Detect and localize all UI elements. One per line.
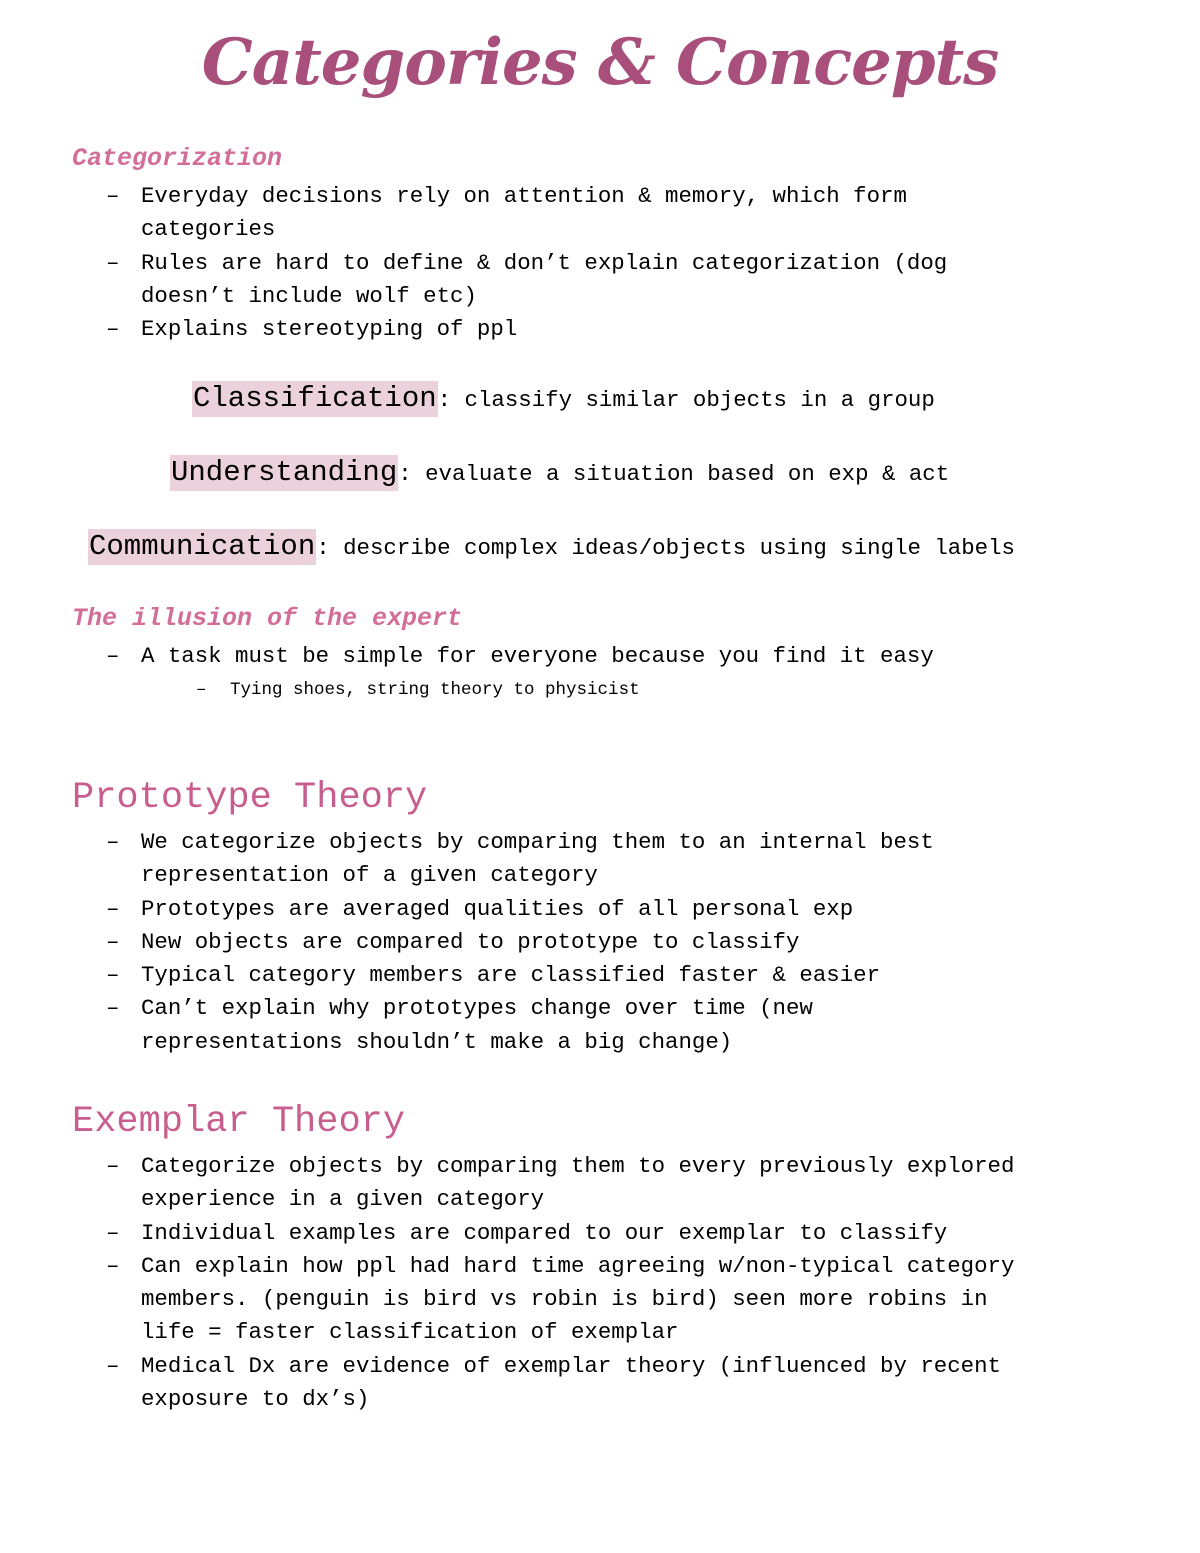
- list-item: [0, 247, 1141, 314]
- term-communication: Communication: [89, 530, 316, 563]
- list-item-line: – Individual examples are compared to our exemplar to classify: [141, 1219, 948, 1246]
- definition-understanding: [170, 455, 949, 492]
- list-item-line: exposure to dx’s): [141, 1386, 370, 1413]
- definition-text: : describe complex ideas/objects using single labels: [316, 535, 1015, 561]
- list-item-line: members. (penguin is bird vs robin is bird) seen more robins in: [141, 1286, 988, 1313]
- definition-communication: [88, 529, 1015, 566]
- list-item-line: – Categorize objects by comparing them to every previously explored: [141, 1153, 1015, 1179]
- list-item: [0, 992, 1141, 1059]
- list-item-line: – Rules are hard to define & don’t explain categorization (dog: [141, 249, 948, 276]
- list-item-line: experience in a given category: [141, 1186, 545, 1213]
- list-item: [0, 180, 1141, 247]
- exemplar-heading: Exemplar Theory: [72, 1101, 406, 1143]
- page-title: Categories & Concepts: [201, 25, 999, 100]
- list-item-line: – Everyday decisions rely on attention & memory, which form: [141, 183, 907, 209]
- list-item-line: – Typical category members are classified faster & easier: [141, 962, 881, 989]
- list-item-line: – Can explain how ppl had hard time agreeing w/non-typical category: [141, 1252, 1015, 1279]
- categorization-heading: Categorization: [72, 144, 283, 173]
- list-item-line: – New objects are compared to prototype to classify: [141, 928, 800, 955]
- definition-classification: [192, 381, 935, 418]
- list-item: [0, 1350, 1141, 1417]
- list-item-line: – Explains stereotyping of ppl: [141, 316, 518, 343]
- list-item-line: – We categorize objects by comparing them to an internal best: [141, 829, 934, 855]
- list-item-line: – A task must be simple for everyone because you find it easy: [141, 643, 934, 669]
- list-item: [0, 826, 1141, 893]
- definition-text: : classify similar objects in a group: [437, 387, 935, 413]
- list-item: [0, 926, 1141, 959]
- list-item: [0, 313, 1141, 346]
- illusion-list: [0, 640, 1141, 673]
- list-item: [0, 1217, 1141, 1250]
- list-item: [0, 959, 1141, 992]
- term-understanding: Understanding: [171, 456, 398, 489]
- list-item-line: representation of a given category: [141, 862, 598, 889]
- list-item-line: representations shouldn’t make a big change): [141, 1028, 733, 1055]
- list-item: [0, 640, 1141, 673]
- list-item: [0, 893, 1141, 926]
- prototype-heading: Prototype Theory: [72, 777, 428, 819]
- categorization-list: [0, 180, 1141, 346]
- definition-text: : evaluate a situation based on exp & act: [398, 461, 950, 487]
- sub-list-item: [196, 678, 640, 702]
- list-item: [0, 1250, 1141, 1350]
- illusion-heading: The illusion of the expert: [72, 604, 463, 633]
- dash-marker: –: [196, 680, 207, 700]
- list-item-line: categories: [141, 216, 276, 243]
- list-item: [0, 1150, 1141, 1217]
- list-item-line: – Medical Dx are evidence of exemplar theory (influenced by recent: [141, 1352, 1001, 1379]
- prototype-list: [0, 826, 1141, 1059]
- list-item-line: life = faster classification of exemplar: [141, 1319, 679, 1346]
- list-item-line: – Can’t explain why prototypes change over time (new: [141, 995, 813, 1022]
- exemplar-list: [0, 1150, 1141, 1416]
- list-item-line: doesn’t include wolf etc): [141, 282, 477, 309]
- list-item-line: – Prototypes are averaged qualities of all personal exp: [141, 895, 854, 922]
- term-classification: Classification: [193, 382, 437, 415]
- sub-list-item-text: Tying shoes, string theory to physicist: [230, 680, 640, 700]
